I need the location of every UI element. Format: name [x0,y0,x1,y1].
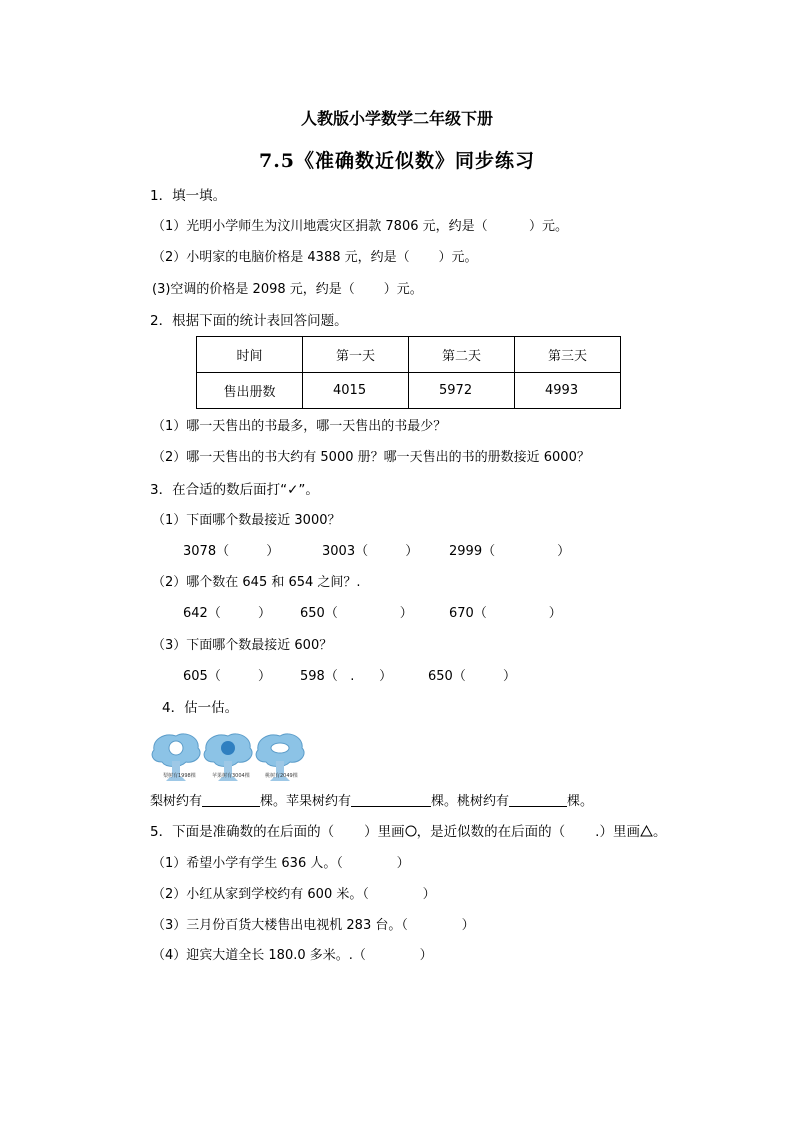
q4-text: 梨树约有 [150,794,203,809]
answer-blank-peach[interactable] [509,792,567,807]
q2-item-1: （1）哪一天售出的书最多，哪一天售出的书最少？ [152,419,447,434]
q3-option: 598（ . ） [300,669,393,684]
q5-item-2: （2）小红从家到学校约有 600 米。（ ） [152,887,436,902]
q5-heading-text: 5．下面是准确数的在后面的（ ）里画 [150,824,405,840]
q3-sub-2: （2）哪个数在 645 和 654 之间？. [152,575,361,590]
q4-estimate-line [150,792,593,811]
q5-item-3: （3）三月份百货大楼售出电视机 283 台。（ ） [152,918,475,933]
triangle-icon [640,825,653,837]
q4-text: 棵。 [567,794,594,809]
q3-option: 642（ ） [183,606,272,621]
q5-item-1: （1）希望小学有学生 636 人。（ ） [152,856,410,871]
peach-tree-caption: 桃树有2049棵 [265,773,298,779]
q1-heading: 1．填一填。 [150,188,227,204]
q3-option: 605（ ） [183,669,272,684]
table-row [197,373,621,409]
q5-heading-text: 。 [652,824,667,840]
q3-option: 3078（ ） [183,544,280,559]
q3-option: 2999（ ） [449,544,571,559]
q2-heading: 2．根据下面的统计表回答问题。 [150,313,348,329]
table-header-cell: 第二天 [409,337,515,373]
q3-sub-3: （3）下面哪个数最接近 600？ [152,638,333,653]
pear-tree-caption: 梨树有1998棵 [163,773,196,779]
q3-heading: 3．在合适的数后面打“✓”。 [150,482,319,498]
table-cell: 5972 [409,373,515,409]
answer-blank-pear[interactable] [202,792,260,807]
answer-blank-apple[interactable] [351,792,431,807]
table-cell: 4015 [303,373,409,409]
q4-heading: 4．估一估。 [162,700,239,716]
q1-item-3: (3)空调的价格是 2098 元，约是（ ）元。 [152,282,423,297]
apple-tree-caption: 苹果树有3004棵 [212,773,250,779]
q5-heading [150,823,666,841]
q2-item-2: （2）哪一天售出的书大约有 5000 册？哪一天售出的书的册数接近 6000？ [152,450,590,465]
q5-heading-text: ，是近似数的在后面的（ .）里画 [416,824,640,840]
q3-option: 650（ ） [300,606,413,621]
q4-text: 棵。桃树约有 [431,794,510,809]
q4-text: 棵。苹果树约有 [260,794,352,809]
table-header-cell: 第一天 [303,337,409,373]
q3-option: 670（ ） [449,606,562,621]
worksheet-title: 人教版小学数学二年级下册 [300,109,493,128]
table-cell: 4993 [515,373,621,409]
circle-icon [405,825,417,837]
q5-item-4: （4）迎宾大道全长 180.0 多米。.（ ） [152,948,433,963]
q1-item-2: （2）小明家的电脑价格是 4388 元，约是（ ）元。 [152,250,478,265]
sales-table [196,336,621,409]
worksheet-subtitle: 7.5《准确数近似数》同步练习 [258,150,536,172]
q3-option: 3003（ ） [322,544,419,559]
table-header-cell: 时间 [197,337,303,373]
q3-option: 650（ ） [428,669,517,684]
table-header-cell: 第三天 [515,337,621,373]
q3-sub-1: （1）下面哪个数最接近 3000？ [152,513,341,528]
table-row [197,337,621,373]
table-cell: 售出册数 [197,373,303,409]
q1-item-1: （1）光明小学师生为汶川地震灾区捐款 7806 元，约是（ ）元。 [152,219,568,234]
